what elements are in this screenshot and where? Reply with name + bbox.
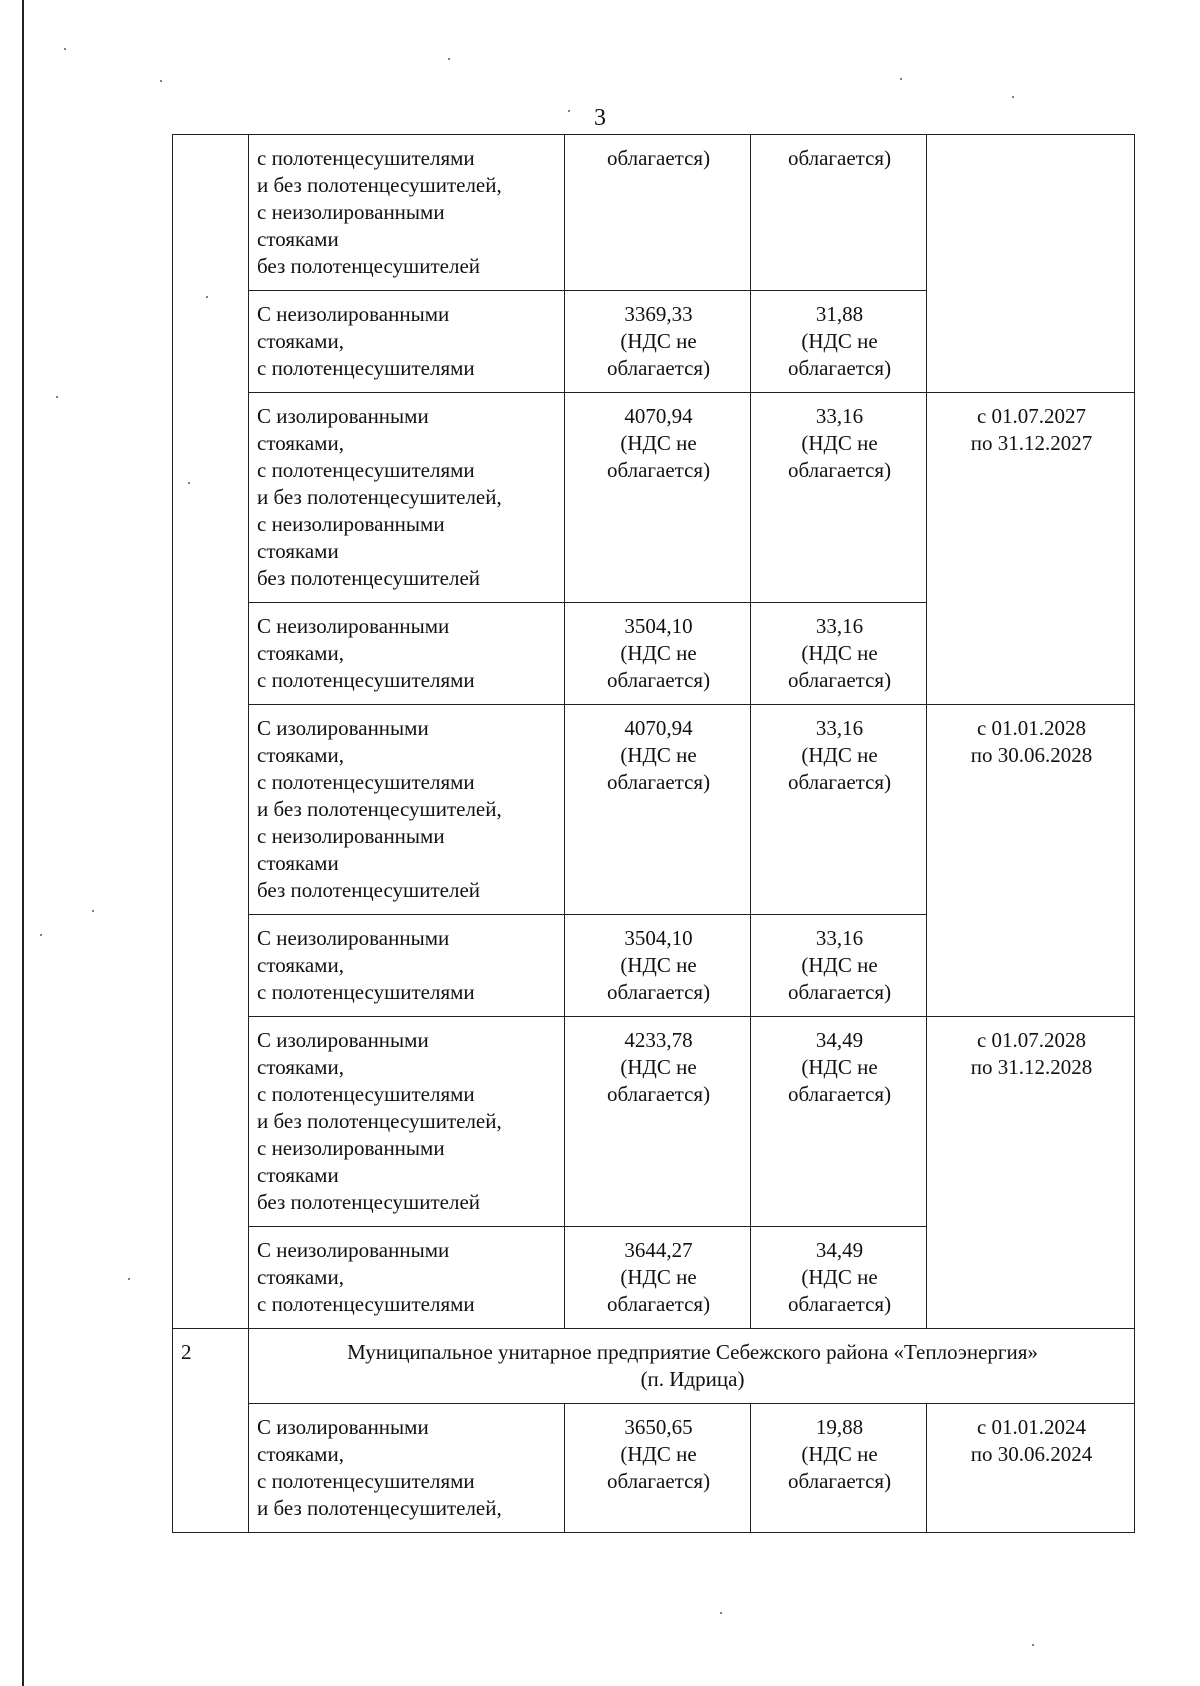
description-cell: с полотенцесушителями и без полотенцесушителей, с неизолированными стояками без полотенцесушителей [249,135,565,291]
consumption-cell: 31,88 (НДС не облагается) [751,291,927,393]
description-cell: С неизолированными стояками, с полотенцесушителями [249,291,565,393]
description-cell: С изолированными стояками, с полотенцесушителями и без полотенцесушителей, с неизолированными стояками без полотенцесушителей [249,705,565,915]
scan-speck [128,1278,130,1280]
scan-speck [448,58,450,60]
organization-row [173,1329,1135,1404]
description-cell: С изолированными стояками, с полотенцесушителями и без полотенцесушителей, с неизолированными стояками без полотенцесушителей [249,1017,565,1227]
consumption-cell: 33,16 (НДС не облагается) [751,915,927,1017]
row-number-cell [173,135,249,1329]
scan-speck [1012,96,1014,98]
cost-cell: 3644,27 (НДС не облагается) [565,1227,751,1329]
period-cell: с 01.07.2028 по 31.12.2028 [927,1017,1135,1329]
scan-speck [160,80,162,82]
consumption-cell: 33,16 (НДС не облагается) [751,705,927,915]
page-number: 3 [594,105,606,131]
description-cell: С неизолированными стояками, с полотенцесушителями [249,915,565,1017]
tariff-table [172,134,1135,1533]
cost-cell: 3650,65 (НДС не облагается) [565,1404,751,1533]
consumption-cell: 33,16 (НДС не облагается) [751,393,927,603]
table-row [173,705,1135,915]
scan-speck [900,78,902,80]
organization-number: 2 [181,1340,192,1364]
consumption-cell: 34,49 (НДС не облагается) [751,1227,927,1329]
cost-cell: 4070,94 (НДС не облагается) [565,393,751,603]
table-row [173,1017,1135,1227]
cost-cell: 3504,10 (НДС не облагается) [565,603,751,705]
scan-speck [40,934,42,936]
cost-cell: облагается) [565,135,751,291]
description-cell: С неизолированными стояками, с полотенцесушителями [249,1227,565,1329]
consumption-cell: 33,16 (НДС не облагается) [751,603,927,705]
cost-cell: 3504,10 (НДС не облагается) [565,915,751,1017]
organization-name: Муниципальное унитарное предприятие Себежского района «Теплоэнергия» [347,1340,1038,1364]
table-row [173,393,1135,603]
scan-speck [1032,1644,1034,1646]
consumption-cell: 34,49 (НДС не облагается) [751,1017,927,1227]
cost-cell: 4070,94 (НДС не облагается) [565,705,751,915]
scan-speck [56,396,58,398]
consumption-cell: облагается) [751,135,927,291]
description-cell: С изолированными стояками, с полотенцесушителями и без полотенцесушителей, с неизолированными стояками без полотенцесушителей [249,393,565,603]
table-row [173,135,1135,291]
organization-name-cell [249,1329,1135,1404]
period-cell: с 01.01.2028 по 30.06.2028 [927,705,1135,1017]
scan-edge-line [22,0,24,1686]
period-cell: с 01.01.2024 по 30.06.2024 [927,1404,1135,1533]
consumption-cell: 19,88 (НДС не облагается) [751,1404,927,1533]
period-cell: с 01.07.2027 по 31.12.2027 [927,393,1135,705]
organization-location: (п. Идрица) [640,1367,745,1391]
scan-speck [92,910,94,912]
row-number-cell [173,1329,249,1533]
description-cell: С неизолированными стояками, с полотенцесушителями [249,603,565,705]
scan-speck [64,48,66,50]
description-cell: С изолированными стояками, с полотенцесушителями и без полотенцесушителей, [249,1404,565,1533]
table-row [173,1404,1135,1533]
scan-speck [720,1612,722,1614]
cost-cell: 3369,33 (НДС не облагается) [565,291,751,393]
period-cell [927,135,1135,393]
cost-cell: 4233,78 (НДС не облагается) [565,1017,751,1227]
